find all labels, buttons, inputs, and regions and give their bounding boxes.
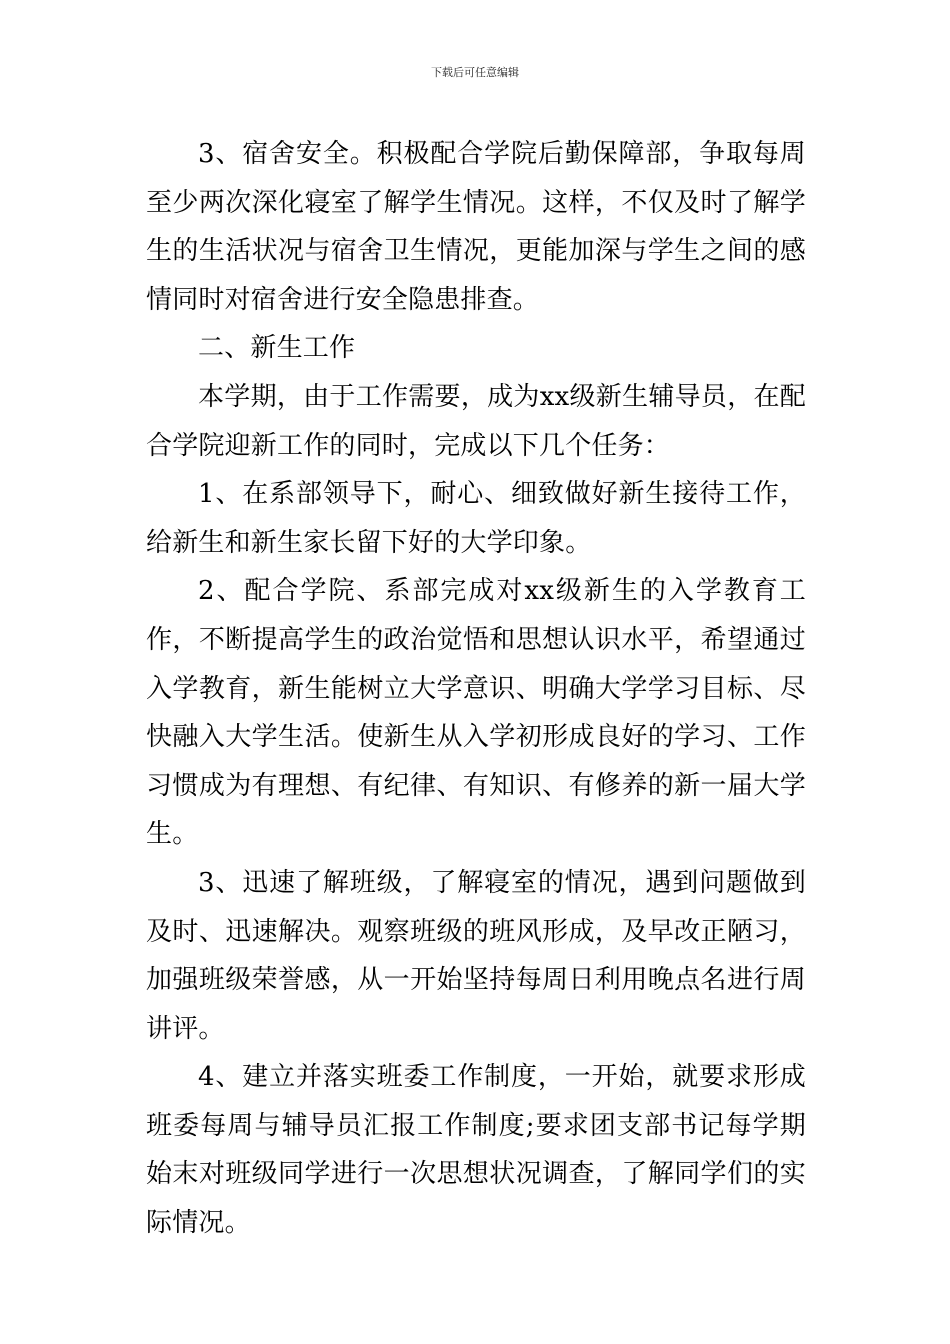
paragraph-task-3: 3、迅速了解班级，了解寝室的情况，遇到问题做到及时、迅速解决。观察班级的班风形成，及早改正陋习，加强班级荣誉感，从一开始坚持每周日利用晚点名进行周讲评。 (146, 867, 806, 1044)
document-body (146, 130, 806, 1248)
paragraph-semester-intro: 本学期，由于工作需要，成为xx级新生辅导员，在配合学院迎新工作的同时，完成以下几个任务： (146, 381, 806, 461)
paragraph-task-2: 2、配合学院、系部完成对xx级新生的入学教育工作，不断提高学生的政治觉悟和思想认识水平，希望通过入学教育，新生能树立大学意识、明确大学学习目标、尽快融入大学生活。使新生从入学初形成良好的学习、工作习惯成为有理想、有纪律、有知识、有修养的新一届大学生。 (146, 576, 806, 850)
page-header: 下载后可任意编辑 (431, 66, 519, 79)
paragraph-task-4: 4、建立并落实班委工作制度，一开始，就要求形成班委每周与辅导员汇报工作制度;要求团支部书记每学期始末对班级同学进行一次思想状况调查，了解同学们的实际情况。 (146, 1062, 806, 1239)
paragraph-dormitory-safety: 3、宿舍安全。积极配合学院后勤保障部，争取每周至少两次深化寝室了解学生情况。这样，不仅及时了解学生的生活状况与宿舍卫生情况，更能加深与学生之间的感情同时对宿舍进行安全隐患排查。 (146, 139, 806, 315)
section-heading-freshman-work: 二、新生工作 (198, 333, 356, 364)
paragraph-task-1: 1、在系部领导下，耐心、细致做好新生接待工作，给新生和新生家长留下好的大学印象。 (146, 479, 806, 558)
